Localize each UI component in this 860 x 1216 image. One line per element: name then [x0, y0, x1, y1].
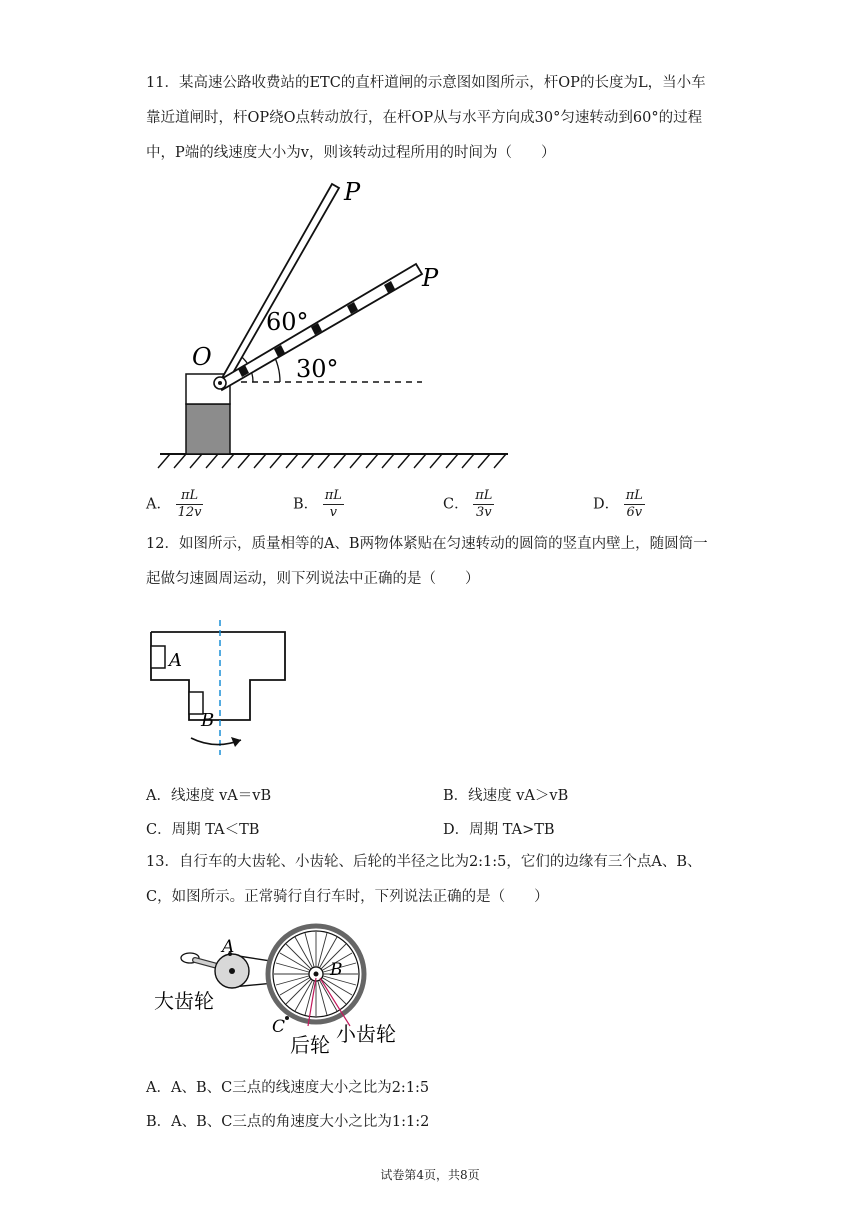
label-b: B	[201, 710, 215, 731]
bicycle-gears-figure	[150, 922, 410, 1060]
fraction: $\frac{\pi L}{12v}$	[177, 488, 202, 520]
q12-option-b[interactable]: B．线速度 vA＞vB	[443, 788, 569, 804]
q11-option-b[interactable]: B． $\frac{\pi L}{v}$	[293, 488, 342, 520]
label-a: A	[169, 650, 182, 671]
q11-option-c[interactable]: C． $\frac{\pi L}{3v}$	[443, 488, 493, 520]
q13-option-b[interactable]: B．A、B、C三点的角速度大小之比为1:1:2	[146, 1114, 430, 1130]
q12-option-c[interactable]: C．周期 TA＜TB	[146, 822, 260, 838]
label-c: C	[272, 1017, 286, 1037]
q13-option-a[interactable]: A．A、B、C三点的线速度大小之比为2:1:5	[146, 1080, 430, 1096]
question-11-text: 11．某高速公路收费站的ETC的直杆道闸的示意图如图所示，杆OP的长度为L，当小车靠近道闸时，杆OP绕O点转动放行，在杆OP从与水平方向成30°匀速转动到60°的过程中，P端的线速度大小为v，则该转动过程所用的时间为（ ）	[146, 75, 706, 161]
label-p-top: P	[344, 178, 361, 206]
label-big-gear: 大齿轮	[154, 989, 214, 1013]
gate-barrier-figure	[150, 170, 530, 475]
question-13-text: 13．自行车的大齿轮、小齿轮、后轮的半径之比为2:1:5，它们的边缘有三个点A、B、C，如图所示。正常骑行自行车时，下列说法正确的是（ ）	[146, 854, 702, 905]
q12-option-d[interactable]: D．周期 TA>TB	[443, 822, 555, 838]
q12-option-a[interactable]: A．线速度 vA＝vB	[146, 788, 272, 804]
label-b: B	[330, 960, 343, 980]
label-p-mid: P	[422, 264, 439, 292]
label-angle-60: 60°	[266, 308, 309, 336]
page-footer: 试卷第4页，共8页	[380, 1168, 480, 1182]
fraction: $\frac{\pi L}{v}$	[324, 488, 342, 520]
question-12-text: 12．如图所示，质量相等的A、B两物体紧贴在匀速转动的圆筒的竖直内壁上，随圆筒一起做匀速圆周运动，则下列说法中正确的是（ ）	[146, 536, 708, 587]
fraction: $\frac{\pi L}{6v}$	[625, 488, 643, 520]
q11-option-d[interactable]: D． $\frac{\pi L}{6v}$	[593, 488, 643, 520]
label-angle-30: 30°	[296, 355, 339, 383]
label-rear-wheel: 后轮	[290, 1033, 330, 1057]
label-a: A	[222, 937, 235, 957]
q11-option-a[interactable]: A． $\frac{\pi L}{12v}$	[146, 488, 202, 520]
label-o: O	[192, 343, 212, 371]
fraction: $\frac{\pi L}{3v}$	[475, 488, 493, 520]
label-small-gear: 小齿轮	[336, 1022, 396, 1046]
cylinder-figure	[145, 620, 295, 760]
